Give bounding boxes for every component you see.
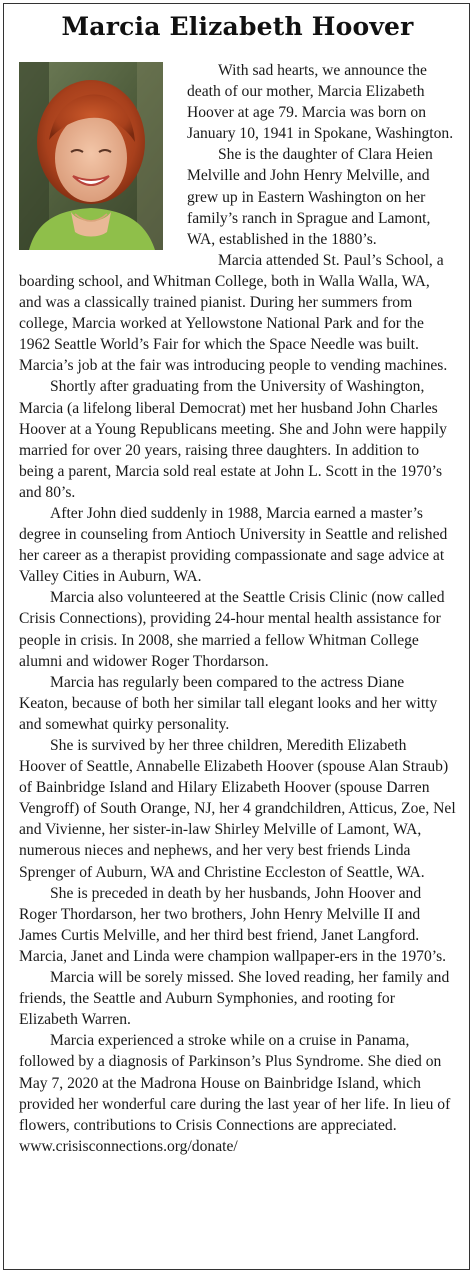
- photo-spacer: [19, 60, 187, 252]
- obituary-paragraph: After John died suddenly in 1988, Marcia earned a master’s degree in counseling from Antioch University in Seattle and relished her career as a therapist providing compassionate and sage advice at Valley Cities in Auburn, WA.: [19, 504, 448, 586]
- obituary-paragraph: She is survived by her three children, Meredith Elizabeth Hoover of Seattle, Annabelle Elizabeth Hoover (spouse Alan Straub) of Bainbridge Island and Hilary Elizabeth Hoover (spouse Darren Vengroff) of South Orange, NJ, her 4 grandchildren, Atticus, Zoe, Nel and Vivienne, her sister-in-law Shirley Melville of Lamont, WA, numerous nieces and nephews, and her very best friends Linda Sprenger of Auburn, WA and Christine Eccleston of Seattle, WA.: [19, 737, 456, 881]
- obituary-paragraph: Marcia will be sorely missed. She loved reading, her family and friends, the Seattle and Auburn Symphonies, and rooting for Elizabeth Warren.: [19, 969, 450, 1029]
- obituary-paragraph: She is the daughter of Clara Heien Melville and John Henry Melville, and grew up in Eastern Washington on her family’s ranch in Sprague and Lamont, WA, established in the 1880’s.: [187, 146, 433, 248]
- obituary-title: Marcia Elizabeth Hoover: [61, 12, 414, 41]
- obituary-body: [19, 60, 456, 1157]
- obituary-paragraph: With sad hearts, we announce the death of our mother, Marcia Elizabeth Hoover at age 79. Marcia was born on January 10, 1941 in Spokane, Washington.: [187, 62, 454, 143]
- obituary-paragraph: Marcia also volunteered at the Seattle Crisis Clinic (now called Crisis Connections), providing 24-hour mental health assistance for people in crisis. In 2008, she married a fellow Whitman College alumni and widower Roger Thordarson.: [19, 589, 445, 670]
- obituary-paragraph: Marcia attended St. Paul’s School, a boarding school, and Whitman College, both in Walla Walla, WA, and was a classically trained pianist. During her summers from college, Marcia worked at Yellowstone National Park and for the 1962 Seattle World’s Fair for which the Space Needle was built. Marcia’s job at the fair was introducing people to vending machines.: [19, 251, 448, 375]
- obituary-paragraph: Marcia experienced a stroke while on a cruise in Panama, followed by a diagnosis of Parkinson’s Plus Syndrome. She died on May 7, 2020 at the Madrona House on Bainbridge Island, which provided her wonderful care during the last year of her life. In lieu of flowers, contributions to Crisis Connections are appreciated. www.crisisconnections.org/donate/: [19, 1032, 451, 1155]
- obituary-paragraph: Shortly after graduating from the University of Washington, Marcia (a lifelong liberal Democrat) met her husband John Charles Hoover at a Young Republicans meeting. She and John were happily married for over 20 years, raising three daughters. In addition to being a parent, Marcia sold real estate at John L. Scott in the 1970’s and 80’s.: [19, 378, 447, 501]
- obituary-paragraph: Marcia has regularly been compared to the actress Diane Keaton, because of both her similar tall elegant looks and her witty and somewhat quirky personality.: [19, 673, 438, 733]
- obituary-paragraph: She is preceded in death by her husbands, John Hoover and Roger Thordarson, her two brothers, John Henry Melville II and James Curtis Melville, and her third best friend, Janet Langford. Marcia, Janet and Linda were champion wallpaper-ers in the 1970’s.: [19, 884, 447, 965]
